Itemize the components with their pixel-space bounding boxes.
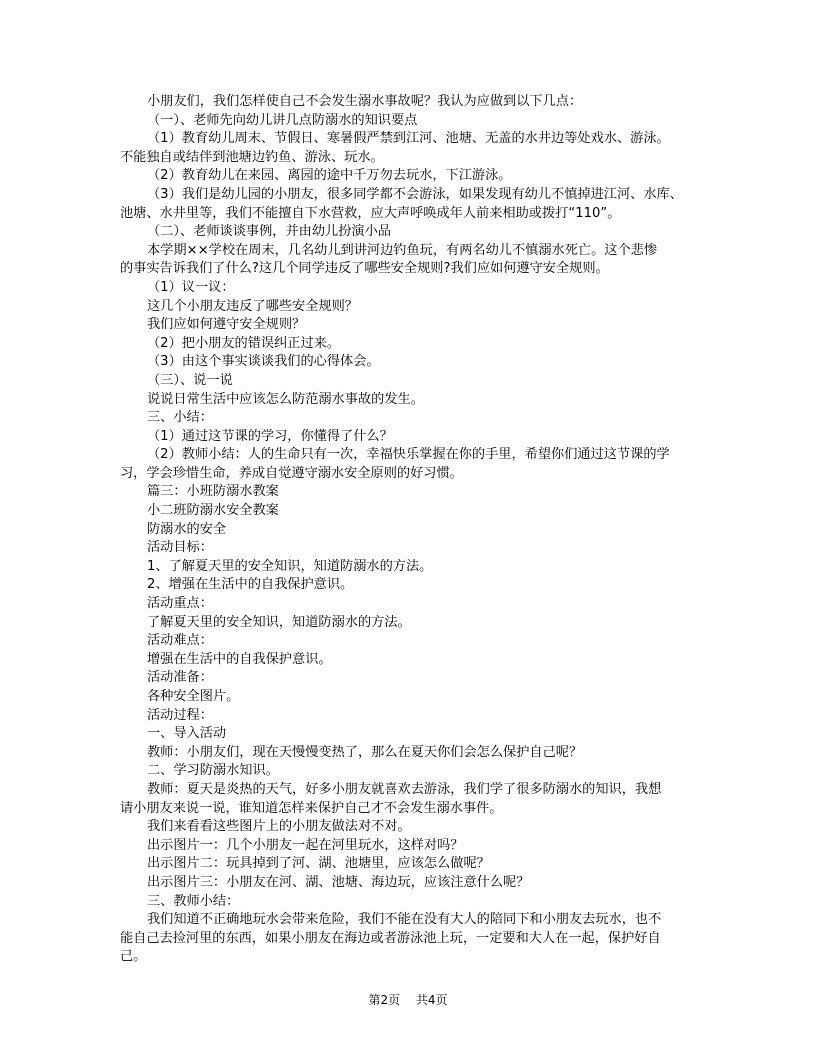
section-heading: 三、小结： [147,410,213,426]
page-total: 共4页 [415,993,448,1007]
section-heading: 活动过程： [147,707,213,723]
paragraph-line: （2）把小朋友的错误纠正过来。 [147,335,341,351]
paragraph-line: 出示图片三：小朋友在河、湖、池塘、海边玩，应该注意什么呢？ [147,874,530,890]
paragraph-line: 小朋友们，我们怎样使自己不会发生溺水事故呢？我认为应做到以下几点： [147,94,583,109]
paragraph-line: 教师：夏天是炎热的天气，好多小朋友就喜欢去游泳，我们学了很多防溺水的知识，我想 [147,781,662,797]
paragraph-line: 的事实告诉我们了什么?这几个同学违反了哪些安全规则?我们应如何遵守安全规则。 [120,261,609,277]
section-heading: （二）、老师谈谈事例，并由幼儿扮演小品 [147,224,391,240]
section-heading: （三）、说一说 [147,372,233,388]
paragraph-line: （2）教师小结：人的生命只有一次，幸福快乐掌握在你的手里，希望你们通过这节课的学 [147,447,670,463]
paragraph-line: 教师：小朋友们，现在天慢慢变热了，那么在夏天你们会怎么保护自己呢？ [147,744,583,760]
section-heading: 三、教师小结： [147,893,240,909]
paragraph-line: 我们来看看这些图片上的小朋友做法对不对。 [147,819,411,835]
section-heading: 一、导入活动 [147,726,227,742]
paragraph-line: （1）通过这节课的学习，你懂得了什么？ [147,428,393,444]
paragraph-line: 己。 [120,949,147,965]
paragraph-line: 出示图片一：几个小朋友一起在河里玩水，这样对吗？ [147,837,464,853]
paragraph-line: 增强在生活中的自我保护意识。 [147,651,332,667]
paragraph-line: （1）议一议： [147,279,235,295]
paragraph-line: （3）我们是幼儿园的小朋友，很多同学都不会游泳，如果发现有幼儿不慎掉进江河、水库、 [147,186,683,202]
paragraph-line: 防溺水的安全 [147,521,227,537]
paragraph-line: 了解夏天里的安全知识，知道防溺水的方法。 [147,614,411,630]
paragraph-line: 这几个小朋友违反了哪些安全规则？ [147,298,358,314]
paragraph-line: 我们知道不正确地玩水会带来危险，我们不能在没有大人的陪同下和小朋友去玩水，也不 [147,912,662,928]
section-heading: 活动目标： [147,540,213,556]
paragraph-line: （3）由这个事实谈谈我们的心得体会。 [147,354,380,370]
paragraph-line: 出示图片二：玩具掉到了河、湖、池塘里，应该怎么做呢？ [147,856,490,872]
paragraph-line: 我们应如何遵守安全规则？ [147,317,306,333]
paragraph-line: 池塘、水井里等，我们不能擅自下水营救，应大声呼唤成年人前来相助或拨打“110”。 [120,205,621,221]
paragraph-line: 1、了解夏天里的安全知识，知道防溺水的方法。 [147,558,433,574]
page-footer [0,991,816,1008]
paragraph-line: 说说日常生活中应该怎么防范溺水事故的发生。 [147,391,424,407]
paragraph-line: 请小朋友来说一说，谁知道怎样来保护自己才不会发生溺水事件。 [120,800,503,816]
paragraph-line: 2、增强在生活中的自我保护意识。 [147,577,354,593]
page-number: 第2页 [368,993,401,1007]
paragraph-line: 能自己去捡河里的东西，如果小朋友在海边或者游泳池上玩，一定要和大人在一起，保护好自 [120,930,661,946]
section-heading: 活动准备： [147,670,213,686]
paragraph-line: 各种安全图片。 [147,689,240,704]
document-body [120,93,710,967]
paragraph-line: （2）教育幼儿在来园、离园的途中千万勿去玩水，下江游泳。 [147,168,512,184]
section-heading: 二、学习防溺水知识。 [147,763,279,779]
paragraph-line: 本学期××学校在周末，几名幼儿到讲河边钓鱼玩，有两名幼儿不慎溺水死亡。这个悲惨 [147,242,658,258]
section-heading: 活动难点： [147,633,213,649]
paragraph-line: 不能独自或结伴到池塘边钓鱼、游泳、玩水。 [120,149,384,165]
paragraph-line: （1）教育幼儿周末、节假日、寒暑假严禁到江河、池塘、无盖的水井边等处戏水、游泳。 [147,131,670,147]
section-heading: （一）、老师先向幼儿讲几点防溺水的知识要点 [147,112,418,128]
section-heading: 活动重点： [147,596,213,612]
section-heading: 篇三：小班防溺水教案 [147,484,279,500]
paragraph-line: 小二班防溺水安全教案 [147,503,279,519]
paragraph-line: 习，学会珍惜生命，养成自觉遵守溺水安全原则的好习惯。 [120,465,463,481]
